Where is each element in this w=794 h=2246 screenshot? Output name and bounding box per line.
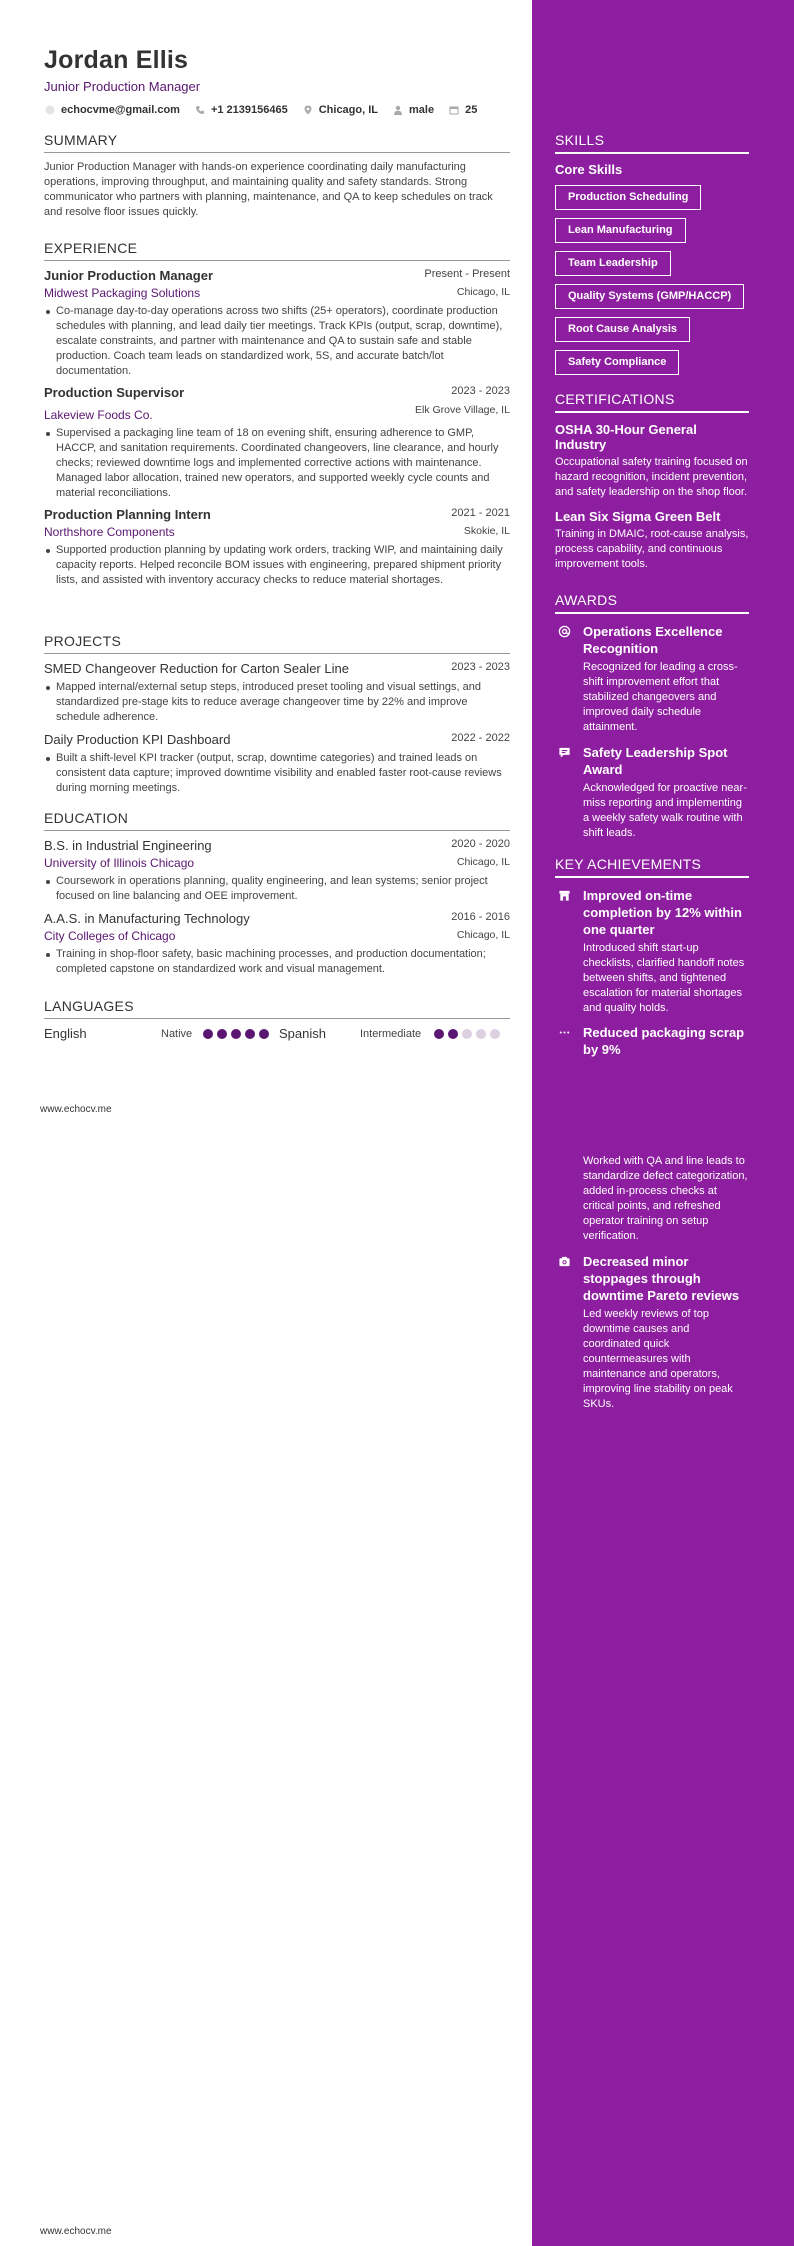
project-item — [44, 732, 510, 796]
achievement-title: Decreased minor stoppages through downtime Pareto reviews — [583, 1254, 740, 1303]
skill-chip: Quality Systems (GMP/HACCP) — [555, 284, 744, 309]
achievement-item — [555, 1024, 749, 1244]
phone-text: +1 2139156465 — [210, 104, 288, 116]
education-heading: EDUCATION — [44, 810, 510, 831]
age-text: 25 — [465, 104, 478, 116]
rating-dot-empty — [490, 1029, 500, 1039]
award-desc: Acknowledged for proactive near-miss reporting and implementing a weekly safety walk routine with shift leads. — [583, 782, 747, 839]
certification-title: OSHA 30-Hour General Industry — [555, 422, 697, 452]
job-title: Production Planning Intern — [44, 507, 211, 522]
job-date: 2021 - 2021 — [451, 507, 510, 519]
award-item — [555, 623, 749, 735]
experience-item — [44, 507, 510, 588]
achievement-title: Improved on-time completion by 12% within one quarter — [583, 888, 742, 937]
person-icon — [392, 104, 404, 116]
experience-heading: EXPERIENCE — [44, 240, 510, 261]
degree-title: A.A.S. in Manufacturing Technology — [44, 911, 250, 926]
achievements-heading: KEY ACHIEVEMENTS — [555, 856, 749, 878]
rating-dot-filled — [448, 1029, 458, 1039]
calendar-icon — [448, 104, 460, 116]
school-name: City Colleges of Chicago — [44, 929, 176, 943]
language-rating — [203, 1029, 269, 1039]
award-item — [555, 744, 749, 841]
rating-dot-filled — [231, 1029, 241, 1039]
language-level: Native — [161, 1027, 193, 1040]
at-icon — [555, 623, 573, 735]
school-location: Chicago, IL — [456, 929, 510, 941]
rating-dot-filled — [245, 1029, 255, 1039]
camera-icon — [555, 1253, 573, 1412]
achievement-item — [555, 887, 749, 1016]
projects-section — [44, 633, 510, 796]
project-date: 2023 - 2023 — [451, 661, 510, 673]
degree-title: B.S. in Industrial Engineering — [44, 838, 212, 853]
email-text: echocvme@gmail.com — [61, 104, 180, 116]
contact-gender — [392, 104, 434, 116]
language-item — [44, 1026, 276, 1041]
project-date: 2022 - 2022 — [451, 732, 510, 744]
awards-heading: AWARDS — [555, 592, 749, 614]
achievement-item — [555, 1253, 749, 1412]
skill-chip: Safety Compliance — [555, 350, 679, 375]
experience-item — [44, 268, 510, 379]
education-item — [44, 838, 510, 904]
skill-chip: Lean Manufacturing — [555, 218, 686, 243]
achievement-desc: Led weekly reviews of top downtime causes and coordinated quick countermeasures with maintenance and operators, improving line stability on peak SKUs. — [583, 1308, 733, 1410]
summary-text: Junior Production Manager with hands-on experience coordinating daily manufacturing operations, improving throughput, and maintaining quality and safety standards. Strong communicator who partners with planning, maintenance, and QA to keep schedules on track and resolve floor issues quickly. — [44, 161, 493, 218]
education-section — [44, 810, 510, 977]
job-title: Production Supervisor — [44, 385, 185, 400]
rating-dot-filled — [434, 1029, 444, 1039]
phone-icon — [194, 104, 206, 116]
location-pin-icon — [302, 104, 314, 116]
project-bullet: Mapped internal/external setup steps, introduced preset tooling and visual settings, and standardized pre-stage kits to reduce average changeover time by 22% and improve schedule adherence. — [56, 680, 510, 725]
rating-dot-filled — [217, 1029, 227, 1039]
company-name: Lakeview Foods Co. — [44, 408, 153, 422]
certifications-section — [555, 391, 749, 572]
skills-section — [555, 132, 749, 375]
school-location: Chicago, IL — [456, 856, 510, 868]
achievement-desc: Introduced shift start-up checklists, clarified handoff notes between shifts, and tightened escalation for material shortages and quality holds. — [583, 942, 745, 1014]
rating-dot-filled — [203, 1029, 213, 1039]
job-bullet: Co-manage day-to-day operations across two shifts (25+ operators), coordinate production schedules with planning, and lead daily tier meetings. Track KPIs (output, scrap, downtime), escalate constraints, and partner with maintenance and QA to sustain safe and stable production. Coach team leads on standardized work, 5S, and accurate batch/lot documentation. — [56, 304, 510, 379]
projects-heading: PROJECTS — [44, 633, 510, 654]
summary-section — [44, 132, 510, 220]
email-icon — [44, 104, 56, 116]
awards-section — [555, 592, 749, 841]
skills-heading: SKILLS — [555, 132, 749, 154]
contact-age — [448, 104, 477, 116]
contact-row — [44, 104, 510, 116]
certification-item — [555, 422, 749, 500]
degree-date: 2016 - 2016 — [451, 911, 510, 923]
school-name: University of Illinois Chicago — [44, 856, 195, 870]
certifications-heading: CERTIFICATIONS — [555, 391, 749, 413]
project-item — [44, 661, 510, 725]
achievement-desc: Worked with QA and line leads to standardize defect categorization, added in-process checks at critical points, and refreshed operator training on setup verification. — [583, 1155, 748, 1242]
project-bullet: Built a shift-level KPI tracker (output, scrap, downtime categories) and trained leads on consistent data capture; improved downtime visibility and enabled faster root-cause reviews during morning meetings. — [56, 751, 510, 796]
skill-chip: Team Leadership — [555, 251, 671, 276]
education-item — [44, 911, 510, 977]
footer-url-top[interactable]: www.echocv.me — [40, 1104, 112, 1115]
certification-desc: Training in DMAIC, root-cause analysis, process capability, and continuous improvement tools. — [555, 528, 749, 570]
chat-icon — [555, 744, 573, 841]
store-icon — [555, 887, 573, 1016]
certification-title: Lean Six Sigma Green Belt — [555, 509, 721, 524]
contact-location — [302, 104, 378, 116]
degree-date: 2020 - 2020 — [451, 838, 510, 850]
job-location: Elk Grove Village, IL — [415, 404, 510, 416]
candidate-role: Junior Production Manager — [44, 79, 201, 94]
skill-chip: Production Scheduling — [555, 185, 701, 210]
job-location: Chicago, IL — [456, 286, 510, 298]
project-title: Daily Production KPI Dashboard — [44, 732, 231, 747]
company-name: Midwest Packaging Solutions — [44, 286, 201, 300]
experience-section — [44, 240, 510, 588]
rating-dot-empty — [476, 1029, 486, 1039]
job-title: Junior Production Manager — [44, 268, 214, 283]
education-bullet: Training in shop-floor safety, basic machining processes, and production documentation; completed capstone on standardized work and visual management. — [56, 947, 510, 977]
job-location: Skokie, IL — [463, 525, 510, 537]
award-desc: Recognized for leading a cross-shift improvement effort that stabilized changeovers and improved daily schedule attainment. — [583, 661, 738, 733]
education-bullet: Coursework in operations planning, quality engineering, and lean systems; senior project focused on line balancing and OEE improvement. — [56, 874, 510, 904]
skill-chip: Root Cause Analysis — [555, 317, 690, 342]
language-item — [276, 1026, 510, 1041]
award-title: Safety Leadership Spot Award — [583, 745, 728, 777]
footer-url-bottom[interactable]: www.echocv.me — [40, 2226, 112, 2237]
location-text: Chicago, IL — [318, 104, 378, 116]
skills-subtitle: Core Skills — [555, 162, 623, 177]
skills-list — [555, 185, 749, 375]
certification-desc: Occupational safety training focused on hazard recognition, incident prevention, and safety leadership on the shop floor. — [555, 456, 748, 498]
project-title: SMED Changeover Reduction for Carton Sealer Line — [44, 661, 349, 676]
contact-phone[interactable] — [194, 104, 288, 116]
job-date: Present - Present — [424, 268, 510, 280]
job-date: 2023 - 2023 — [451, 385, 510, 397]
ellipsis-icon — [555, 1024, 573, 1244]
languages-row — [44, 1026, 510, 1041]
languages-heading: LANGUAGES — [44, 998, 510, 1019]
experience-item — [44, 385, 510, 501]
gender-text: male — [409, 104, 435, 116]
language-rating — [434, 1029, 500, 1039]
summary-heading: SUMMARY — [44, 132, 510, 153]
achievement-title: Reduced packaging scrap by 9% — [583, 1025, 745, 1057]
company-name: Northshore Components — [44, 525, 175, 539]
rating-dot-filled — [259, 1029, 269, 1039]
candidate-name: Jordan Ellis — [44, 46, 189, 74]
main-column — [44, 44, 510, 116]
job-bullet: Supported production planning by updating work orders, tracking WIP, and maintaining daily capacity reports. Helped reconcile BOM issues with engineering, prepared shipment priority lists, and assisted with inventory accuracy checks to reduce material shortages. — [56, 543, 510, 588]
language-name: English — [44, 1026, 87, 1041]
job-bullet: Supervised a packaging line team of 18 on evening shift, ensuring adherence to GMP, HACCP, and sanitation requirements. Coordinated changeovers, line clearance, and hourly checks; reviewed downtime logs and implemented corrective actions with maintenance. Managed labor allocation, trained new operators, and supported weekly cycle counts and material reconciliations. — [56, 426, 510, 501]
languages-section — [44, 998, 510, 1041]
rating-dot-empty — [462, 1029, 472, 1039]
contact-email[interactable] — [44, 104, 180, 116]
achievements-section — [555, 856, 749, 1412]
language-level: Intermediate — [360, 1027, 422, 1040]
certification-item — [555, 509, 749, 572]
award-title: Operations Excellence Recognition — [583, 624, 723, 656]
language-name: Spanish — [279, 1026, 326, 1041]
